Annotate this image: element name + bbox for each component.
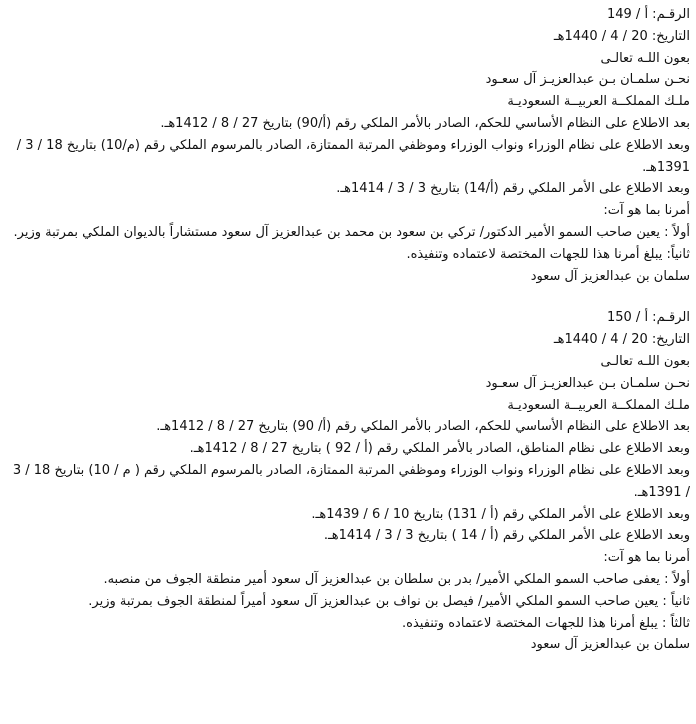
preamble-line: بعد الاطلاع على النظام الأساسي للحكم، الصادر بالأمر الملكي رقم (أ/90) بتاريخ 27 / 8 / 1412هـ. [160,115,690,131]
invocation: بعون اللـه تعالـى [600,50,690,66]
order-intro: أمرنا بما هو آت: [603,550,690,566]
preamble-line: وبعد الاطلاع على الأمر الملكي رقم (أ / 14 ) بتاريخ 3 / 3 / 1414هـ. [323,528,690,544]
preamble-line: وبعد الاطلاع على نظام الوزراء ونواب الوزراء وموظفي المرتبة الممتازة، الصادر بالمرسوم الملكي رقم (م/10) بتاريخ 18 / 3 / 1391هـ. [16,137,690,175]
preamble-line: وبعد الاطلاع على الأمر الملكي رقم (أ/14) بتاريخ 3 / 3 / 1414هـ. [336,181,690,197]
order-clause: أولاً : يعفى صاحب السمو الملكي الأمير/ بدر بن سلطان بن عبدالعزيز آل سعود أمير منطقة الجوف من منصبه. [103,571,690,587]
signature: سلمان بن عبدالعزيز آل سعود [530,268,690,284]
order-intro: أمرنا بما هو آت: [603,203,690,219]
decree-date: التاريخ: 20 / 4 / 1440هـ [553,332,690,348]
preamble-line: وبعد الاطلاع على نظام المناطق، الصادر بالأمر الملكي رقم (أ / 92 ) بتاريخ 27 / 8 / 1412هـ. [189,441,690,457]
royal-decree-150 [6,307,690,656]
preamble-line: وبعد الاطلاع على نظام الوزراء ونواب الوزراء وموظفي المرتبة الممتازة، الصادر بالمرسوم الملكي رقم ( م / 10) بتاريخ 18 / 3 / 1391هـ. [12,462,690,500]
invocation: بعون اللـه تعالـى [600,353,690,369]
issuer-name: نحـن سلمـان بـن عبدالعزيـز آل سعـود [485,72,690,88]
order-clause: أولاً : يعين صاحب السمو الأمير الدكتور/ تركي بن سعود بن محمد بن عبدالعزيز آل سعود مستشاراً بالديوان الملكي بمرتبة وزير. [13,224,690,240]
decree-date: التاريخ: 20 / 4 / 1440هـ [553,28,690,44]
issuer-title: ملـك المملكــة العربيــة السعوديـة [507,397,690,413]
decree-number: الرقـم: أ / 149 [606,7,690,22]
royal-decree-149 [6,4,690,287]
order-clause: ثالثاً : يبلغ أمرنا هذا للجهات المختصة لاعتماده وتنفيذه. [402,615,690,631]
issuer-name: نحـن سلمـان بـن عبدالعزيـز آل سعـود [485,375,690,391]
signature: سلمان بن عبدالعزيز آل سعود [530,637,690,653]
decree-number: الرقـم: أ / 150 [606,310,690,326]
order-clause: ثانياً: يبلغ أمرنا هذا للجهات المختصة لاعتماده وتنفيذه. [406,246,690,262]
order-clause: ثانياً : يعين صاحب السمو الملكي الأمير/ فيصل بن نواف بن عبدالعزيز آل سعود أميراً لمنطقة الجوف بمرتبة وزير. [88,593,690,609]
preamble-line: وبعد الاطلاع على الأمر الملكي رقم (أ / 131) بتاريخ 10 / 6 / 1439هـ. [311,506,690,522]
issuer-title: ملـك المملكــة العربيــة السعوديـة [507,94,690,110]
preamble-line: بعد الاطلاع على النظام الأساسي للحكم، الصادر بالأمر الملكي رقم (أ/ 90) بتاريخ 27 / 8 / 1412هـ. [156,419,690,435]
